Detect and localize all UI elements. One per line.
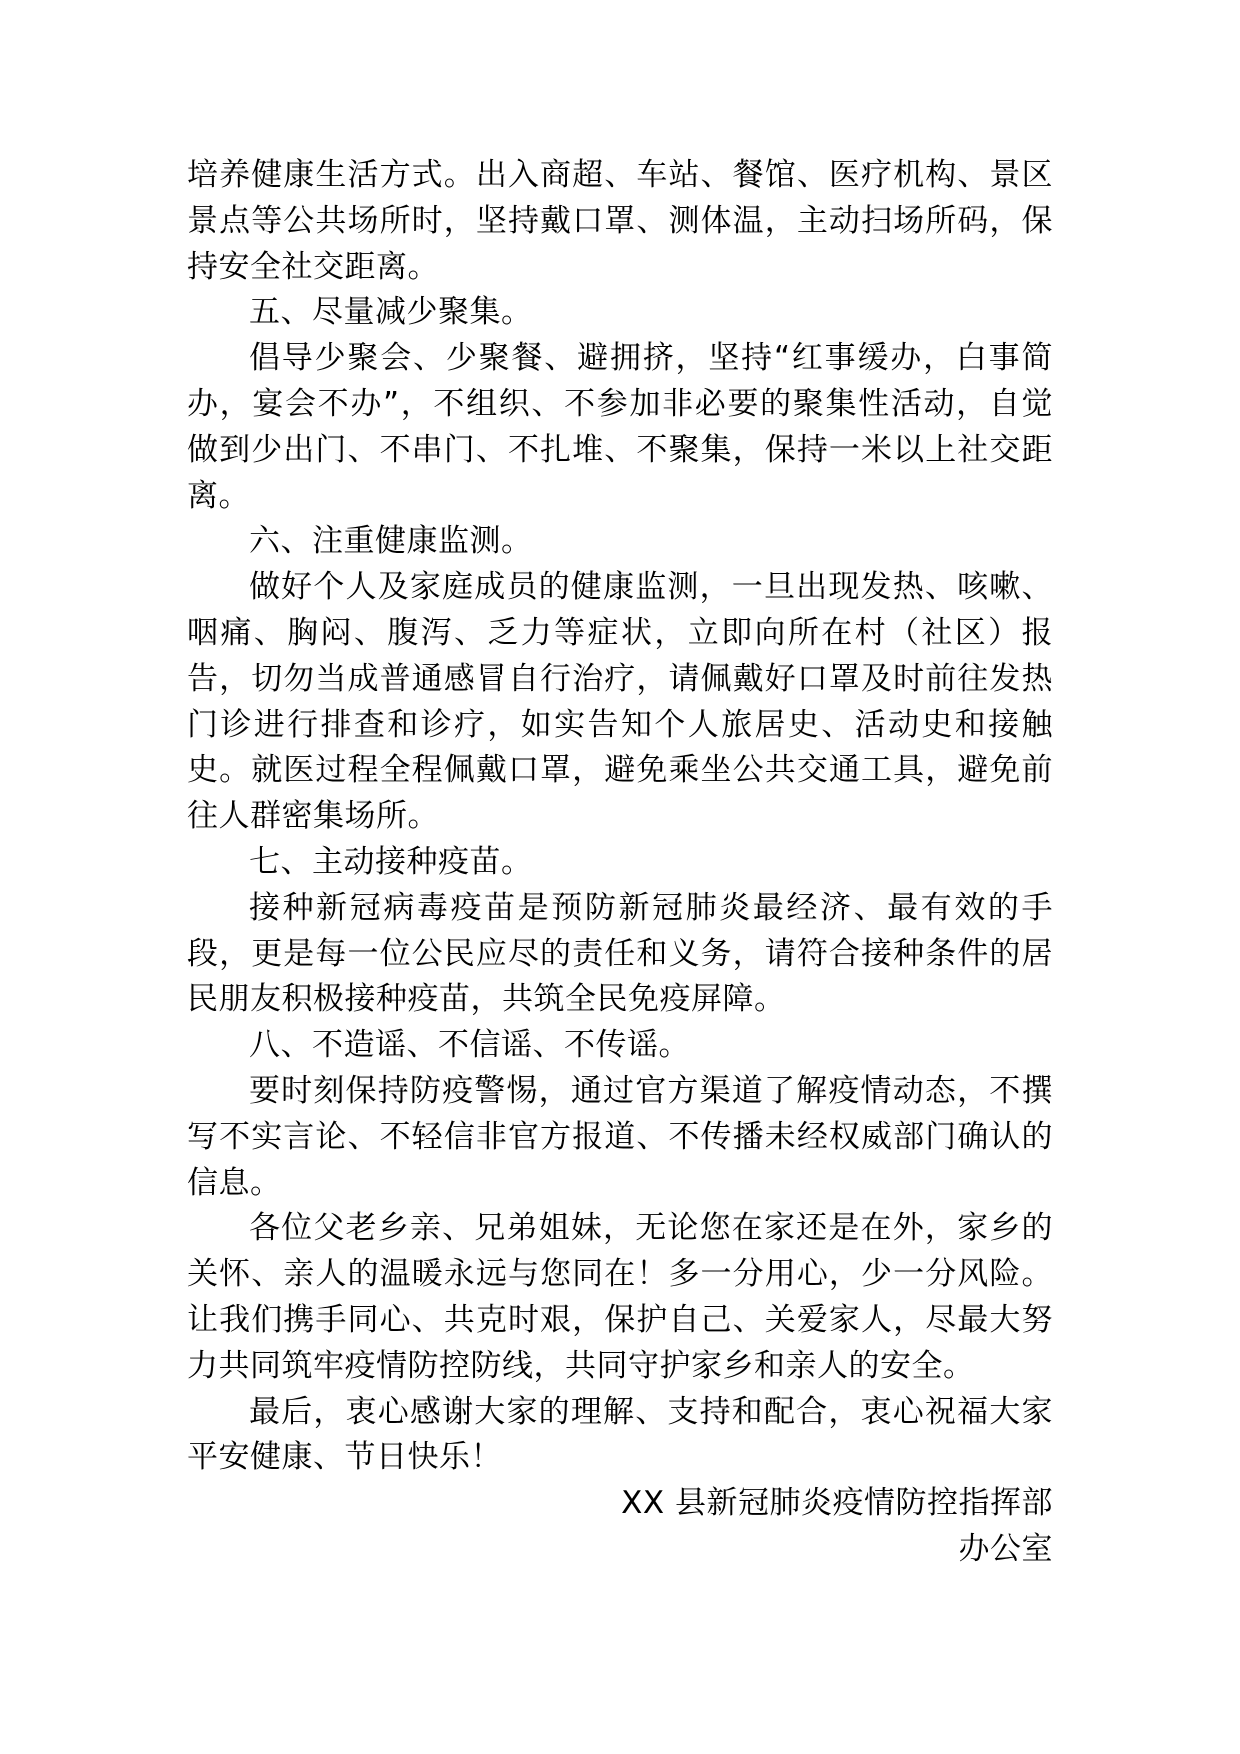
signature-office: 办公室 <box>958 1530 1053 1567</box>
paragraph-reduce-gathering: 倡导少聚会、少聚餐、避拥挤，坚持“红事缓办，白事简办，宴会不办”，不组织、不参加非必要的聚集性活动，自觉做到少出门、不串门、不扎堆、不聚集，保持一米以上社交距离。 <box>187 340 1053 514</box>
heading-reduce-gathering: 五、尽量减少聚集。 <box>249 294 533 331</box>
heading-no-rumors: 八、不造谣、不信谣、不传谣。 <box>249 1027 690 1064</box>
paragraph-health-monitoring: 做好个人及家庭成员的健康监测，一旦出现发热、咳嗽、咽痛、胸闷、腹泻、乏力等症状，立即向所在村（社区）报告，切勿当成普通感冒自行治疗，请佩戴好口罩及时前往发热门诊进行排查和诊疗，如实告知个人旅居史、活动史和接触史。就医过程全程佩戴口罩，避免乘坐公共交通工具，避免前往人群密集场所。 <box>187 569 1053 835</box>
heading-vaccination: 七、主动接种疫苗。 <box>249 843 533 880</box>
paragraph-public-places: 培养健康生活方式。出入商超、车站、餐馆、医疗机构、景区景点等公共场所时，坚持戴口罩、测体温，主动扫场所码，保持安全社交距离。 <box>187 157 1053 285</box>
heading-health-monitoring: 六、注重健康监测。 <box>249 523 533 560</box>
paragraph-no-rumors: 要时刻保持防疫警惕，通过官方渠道了解疫情动态，不撰写不实言论、不轻信非官方报道、不传播未经权威部门确认的信息。 <box>187 1072 1053 1201</box>
paragraph-appeal: 各位父老乡亲、兄弟姐妹，无论您在家还是在外，家乡的关怀、亲人的温暖永远与您同在！多一分用心，少一分风险。让我们携手同心、共克时艰，保护自己、关爱家人，尽最大努力共同筑牢疫情防控防线，共同守护家乡和亲人的安全。 <box>187 1210 1053 1384</box>
signature-organization: XX 县新冠肺炎疫情防控指挥部 <box>621 1485 1053 1522</box>
paragraph-vaccination: 接种新冠病毒疫苗是预防新冠肺炎最经济、最有效的手段，更是每一位公民应尽的责任和义务，请符合接种条件的居民朋友积极接种疫苗，共筑全民免疫屏障。 <box>187 889 1053 1018</box>
paragraph-closing: 最后，衷心感谢大家的理解、支持和配合，衷心祝福大家平安健康、节日快乐！ <box>187 1393 1053 1476</box>
document-page <box>187 153 1053 1573</box>
